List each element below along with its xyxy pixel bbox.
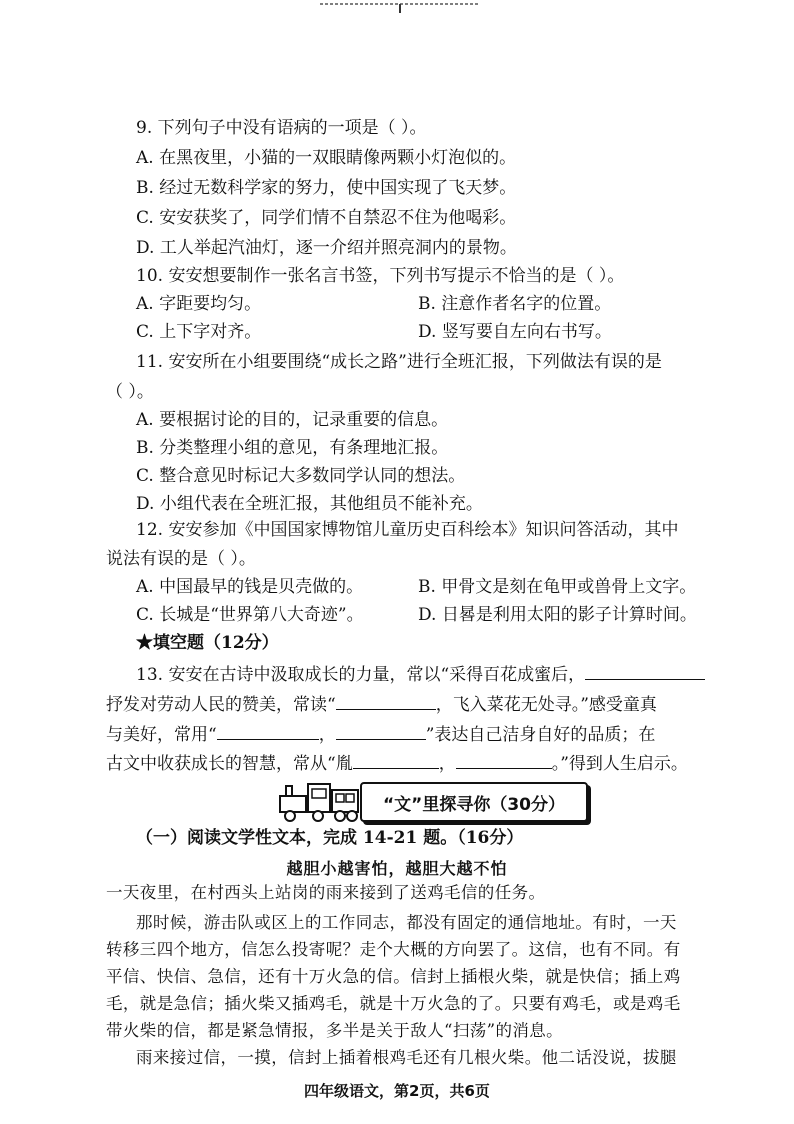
q12-option-c: C. 长城是“世界第八大奇迹”。 [136,605,364,625]
q10-option-d: D. 竖写要自左向右书写。 [418,322,612,342]
page-footer: 四年级语文，第2页，共6页 [304,1082,490,1100]
q12-option-a: A. 中国最早的钱是贝壳做的。 [136,577,364,597]
q13-line3 [106,721,655,747]
fill-section-heading: ★填空题（12分） [136,633,279,653]
reading-instruction: （一）阅读文学性文本，完成 14-21 题。（16分） [136,828,524,848]
q11-option-c: C. 整合意见时标记大多数同学认同的想法。 [136,466,466,486]
q10-option-b: B. 注意作者名字的位置。 [418,294,612,314]
q13-line1-text: 13. 安安在古诗中汲取成长的力量，常以“采得百花成蜜后， [136,665,586,685]
passage-paragraph-2-line1: 那时候，游击队或区上的工作同志，都没有固定的通信地址。有时，一天 [136,913,677,932]
q11-stem-line2: （ ）。 [106,382,154,402]
q13-blank-1[interactable] [585,661,705,680]
passage-paragraph-2-line3: 平信、快信、急信，还有十万火急的信。信封上插根火柴，就是快信；插上鸡 [106,967,681,986]
q13-blank-2[interactable] [336,691,436,710]
q11-option-b: B. 分类整理小组的意见，有条理地汇报。 [136,438,449,458]
q11-option-a: A. 要根据讨论的目的，记录重要的信息。 [136,410,449,430]
passage-title: 越胆小越害怕，越胆大越不怕 [286,859,508,878]
q9-option-d: D. 工人举起汽油灯，逐一介绍并照亮洞内的景物。 [136,238,517,258]
q9-stem: 9. 下列句子中没有语病的一项是（ ）。 [136,118,427,138]
train-icon [278,778,360,824]
q9-option-a: A. 在黑夜里，小猫的一双眼睛像两颗小灯泡似的。 [136,148,517,168]
q9-option-b: B. 经过无数科学家的努力，使中国实现了飞天梦。 [136,178,517,198]
q10-stem: 10. 安安想要制作一张名言书签，下列书写提示不恰当的是（ ）。 [136,266,625,286]
q13-line3-text-b: ， [318,725,336,745]
q13-line4-text-b: ， [438,754,456,774]
q13-line2-text-b: ，飞入菜花无处寻。”感受童真 [435,695,657,715]
q13-line3-text-c: ”表达自己洁身自好的品质；在 [425,725,656,745]
q12-option-d: D. 日晷是利用太阳的影子计算时间。 [418,605,697,625]
q9-option-c: C. 安安获奖了，同学们情不自禁忍不住为他喝彩。 [136,208,517,228]
q13-line2 [106,691,657,717]
section-banner [278,778,588,824]
banner-label: “文”里探寻你（30分） [360,782,588,822]
passage-paragraph-2-line4: 毛，就是急信；插火柴又插鸡毛，就是十万火急的了。只要有鸡毛，或是鸡毛 [106,994,681,1013]
q12-stem-line2: 说法有误的是（ ）。 [106,549,256,569]
passage-paragraph-1: 一天夜里，在村西头上站岗的雨来接到了送鸡毛信的任务。 [106,883,546,902]
passage-paragraph-2-line5: 带火柴的信，都是紧急情报，多半是关于敌人“扫荡”的消息。 [106,1021,564,1040]
q11-option-d: D. 小组代表在全班汇报，其他组员不能补充。 [136,494,483,514]
passage-paragraph-3: 雨来接过信，一摸，信封上插着根鸡毛还有几根火柴。他二话没说，拔腿 [136,1048,677,1067]
q13-line4-text-c: 。”得到人生启示。 [551,754,688,774]
q13-line4 [106,750,688,776]
q13-line2-text-a: 抒发对劳动人民的赞美，常读“ [106,695,336,715]
q13-blank-4[interactable] [336,721,426,740]
q10-option-a: A. 字距要均匀。 [136,294,262,314]
q11-stem-line1: 11. 安安所在小组要围绕“成长之路”进行全班汇报，下列做法有误的是 [136,352,662,372]
q10-option-c: C. 上下字对齐。 [136,322,262,342]
q13-line3-text-a: 与美好，常用“ [106,725,217,745]
q12-stem-line1: 12. 安安参加《中国国家博物馆儿童历史百科绘本》知识问答活动，其中 [136,520,679,540]
q13-blank-5[interactable] [353,750,439,769]
passage-paragraph-2-line2: 转移三四个地方，信怎么投寄呢？走个大概的方向罢了。这信，也有不同。有 [106,940,681,959]
q12-option-b: B. 甲骨文是刻在龟甲或兽骨上文字。 [418,577,697,597]
q13-blank-6[interactable] [456,750,552,769]
q13-line1 [136,661,705,687]
binding-mark [300,0,500,14]
q13-line4-text-a: 古文中收获成长的智慧，常从“胤 [106,754,353,774]
q13-blank-3[interactable] [217,721,319,740]
